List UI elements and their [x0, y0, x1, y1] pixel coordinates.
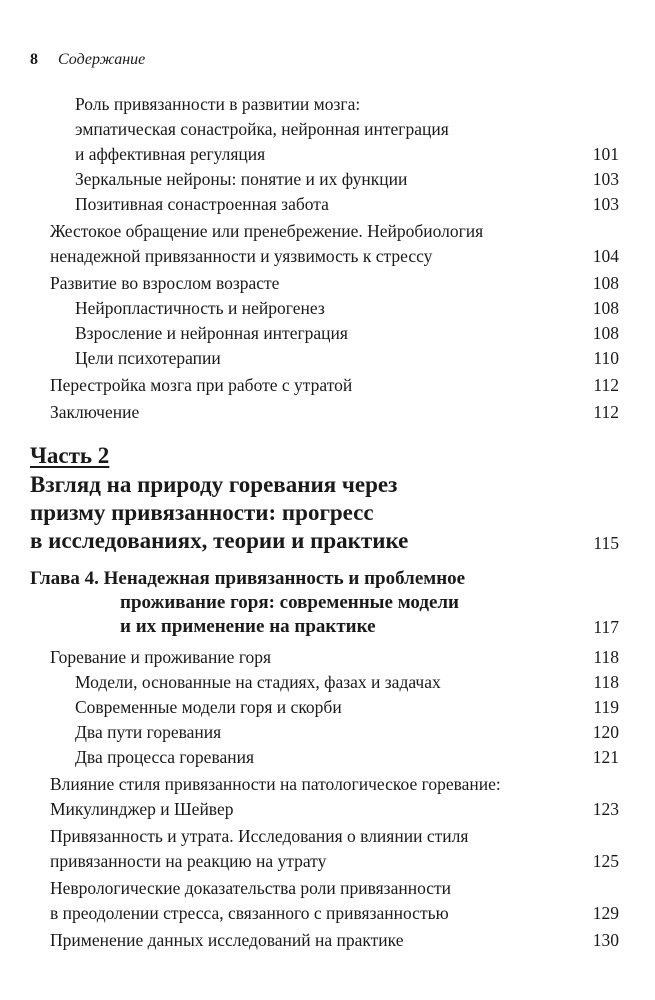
toc-entry-page-number: 112 [593, 375, 619, 395]
toc-entry-line: Развитие во взрослом возрасте [50, 273, 280, 293]
toc-entry-title [75, 745, 565, 770]
toc-group-chapter4 [0, 645, 655, 953]
toc-entry-line: Модели, основанные на стадиях, фазах и задачах [75, 672, 441, 692]
toc-entry-title [50, 645, 540, 670]
toc-entry-title [50, 876, 540, 926]
part-title [30, 471, 655, 555]
toc-entry-line: Роль привязанности в развитии мозга: [75, 94, 361, 114]
toc-entry-page-number: 110 [593, 348, 619, 368]
table-of-contents [0, 92, 655, 953]
toc-entry [0, 928, 655, 953]
toc-entry-page-number: 112 [593, 402, 619, 422]
toc-entry-line: Цели психотерапии [75, 348, 221, 368]
toc-entry [0, 645, 655, 670]
toc-entry-page-number: 118 [593, 647, 619, 667]
toc-entry-line: Жестокое обращение или пренебрежение. Нейробиология [50, 221, 484, 241]
running-header [30, 50, 145, 70]
toc-entry-page-number: 118 [593, 672, 619, 692]
toc-entry [0, 400, 655, 425]
part-title-text [30, 471, 500, 555]
toc-entry-page-number: 103 [592, 194, 619, 214]
toc-entry-line: Зеркальные нейроны: понятие и их функции [75, 169, 408, 189]
part-page-number: 115 [593, 533, 619, 553]
toc-entry-title [75, 346, 565, 371]
toc-entry-line: Взросление и нейронная интеграция [75, 323, 348, 343]
toc-entry-title [50, 219, 540, 269]
toc-entry-line: ненадежной привязанности и уязвимость к стрессу [50, 246, 433, 266]
toc-entry-line: Современные модели горя и скорби [75, 697, 342, 717]
toc-entry [0, 745, 655, 770]
running-title: Содержание [58, 51, 146, 68]
toc-entry-line: Два процесса горевания [75, 747, 255, 767]
toc-group-chapter3-tail [0, 92, 655, 425]
toc-entry-page-number: 119 [593, 697, 619, 717]
toc-entry-title [50, 824, 540, 874]
toc-entry-title [75, 321, 565, 346]
toc-entry [0, 772, 655, 822]
toc-entry-page-number: 129 [592, 903, 619, 923]
toc-entry-title [50, 772, 540, 822]
part-title-line: в исследованиях, теории и практике [30, 528, 409, 553]
toc-entry [0, 192, 655, 217]
page-number: 8 [30, 51, 38, 68]
part-title-line: Взгляд на природу горевания через [30, 472, 398, 497]
toc-entry-title [75, 670, 565, 695]
toc-entry-line: Неврологические доказательства роли привязанности [50, 878, 452, 898]
toc-entry-line: Привязанность и утрата. Исследования о влиянии стиля [50, 826, 469, 846]
toc-entry [0, 271, 655, 296]
toc-entry [0, 720, 655, 745]
toc-entry-title [75, 695, 565, 720]
toc-entry-page-number: 123 [592, 799, 619, 819]
toc-entry [0, 321, 655, 346]
toc-entry-line: Нейропластичность и нейрогенез [75, 298, 325, 318]
toc-entry-title [50, 271, 540, 296]
toc-entry-page-number: 104 [592, 246, 619, 266]
toc-entry-page-number: 108 [592, 298, 619, 318]
toc-entry-page-number: 101 [592, 144, 619, 164]
toc-entry-page-number: 103 [592, 169, 619, 189]
toc-entry [0, 373, 655, 398]
toc-entry-line: Влияние стиля привязанности на патологическое горевание: [50, 774, 501, 794]
toc-entry [0, 296, 655, 321]
toc-entry-page-number: 130 [592, 930, 619, 950]
toc-entry [0, 824, 655, 874]
part-title-line: призму привязанности: прогресс [30, 500, 374, 525]
toc-entry [0, 695, 655, 720]
toc-entry-line: Заключение [50, 402, 140, 422]
chapter-title-lead: Глава 4. Ненадежная привязанность и проблемное [30, 568, 466, 589]
toc-entry-line: Горевание и проживание горя [50, 647, 272, 667]
toc-entry-line: Перестройка мозга при работе с утратой [50, 375, 353, 395]
toc-entry-title [75, 167, 565, 192]
toc-entry-title [75, 92, 565, 167]
toc-entry-title [75, 720, 565, 745]
chapter-title-line: проживание горя: современные модели [120, 592, 459, 613]
toc-entry-page-number: 120 [592, 722, 619, 742]
toc-entry-line: Применение данных исследований на практике [50, 930, 404, 950]
toc-entry-title [50, 400, 540, 425]
toc-entry-page-number: 121 [592, 747, 619, 767]
toc-entry-title [75, 296, 565, 321]
toc-entry [0, 92, 655, 167]
toc-entry [0, 219, 655, 269]
part-label: Часть 2 [30, 443, 110, 468]
toc-entry-line: Микулинджер и Шейвер [50, 799, 234, 819]
toc-entry-line: Позитивная сонастроенная забота [75, 194, 329, 214]
toc-entry [0, 167, 655, 192]
toc-entry-line: эмпатическая сонастройка, нейронная интеграция [75, 119, 449, 139]
toc-entry [0, 670, 655, 695]
toc-entry-page-number: 108 [592, 273, 619, 293]
toc-entry-page-number: 108 [592, 323, 619, 343]
chapter-title-continuation [30, 591, 540, 639]
toc-entry-title [50, 928, 540, 953]
chapter-page-number: 117 [593, 617, 619, 637]
toc-entry-title [75, 192, 565, 217]
toc-entry [0, 876, 655, 926]
toc-entry-page-number: 125 [592, 851, 619, 871]
toc-entry-line: в преодолении стресса, связанного с привязанностью [50, 903, 449, 923]
toc-entry-line: и аффективная регуляция [75, 144, 266, 164]
toc-entry-line: привязанности на реакцию на утрату [50, 851, 327, 871]
toc-entry-line: Два пути горевания [75, 722, 222, 742]
toc-entry [0, 346, 655, 371]
chapter-title-line: и их применение на практике [120, 616, 376, 637]
chapter-heading [30, 567, 655, 639]
toc-entry-title [50, 373, 540, 398]
